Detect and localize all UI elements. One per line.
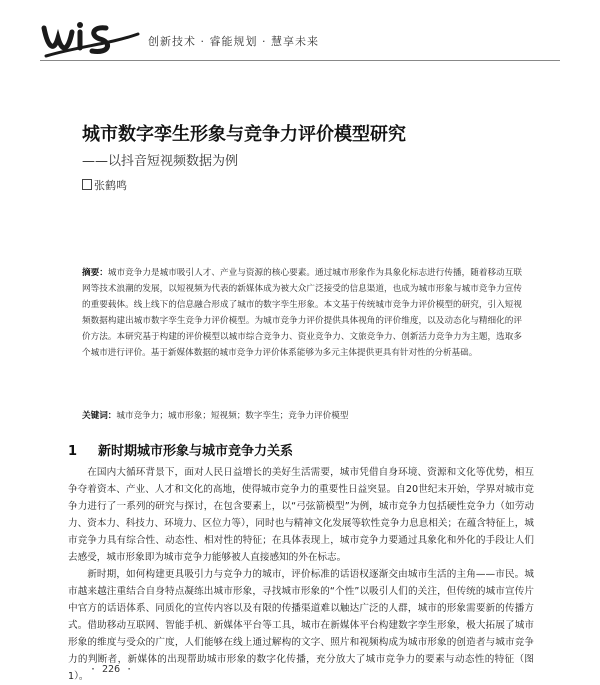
article-subtitle: ——以抖音短视频数据为例 [82, 154, 239, 169]
section-number: 1 [68, 444, 78, 459]
page-number: · 226 · [90, 664, 133, 675]
keywords-text: 城市竞争力；城市形象；短视频；数字孪生；竞争力评价模型 [116, 411, 349, 421]
abstract-text: 城市竞争力是城市吸引人才、产业与资源的核心要素。通过城市形象作为具象化标志进行传播，随着移动互联网等技术浪潮的发展，以短视频为代表的新媒体成为被大众广泛接受的信息渠道，也成为城市形象与城市竞争力宣传的重要载体。线上线下的信息融合形成了城市的数字孪生形象。本文基于传统城市竞争力评价模型的研究，引入短视频数据构建出城市数字孪生竞争力评价模型。为城市竞争力评价提供具体视角的评价维度，以及动态化与精细化的评价方法。本研究基于构建的评价模型以城市综合竞争力、资业竞争力、文旅竞争力、创新活力竞争力为主题，选取多个城市进行评价。基于新媒体数据的城市竞争力评价体系能够为多元主体提供更具有针对性的分析基础。 [82, 268, 522, 358]
section-title: 新时期城市形象与城市竞争力关系 [98, 444, 294, 459]
body-text [68, 464, 534, 685]
journal-slogan: 创新技术 · 睿能规划 · 慧享未来 [148, 35, 319, 48]
article-author [82, 177, 127, 193]
header-divider [40, 60, 560, 61]
body-paragraph-1: 在国内大循环背景下，面对人民日益增长的美好生活需要，城市凭借自身环境、资源和文化等优势，相互争夺着资本、产业、人才和文化的高地，使得城市竞争力的重要性日益突显。自20世纪末开始，学界对城市竞争力进行了一系列的研究与探讨，在包含要素上，以“弓弦箭模型”为例，城市竞争力包括硬性竞争力（如劳动力、资本力、科技力、环境力、区位力等），同时也与精神文化发展等软性竞争力息息相关；在蕴含特征上，城市竞争力具有综合性、动态性、相对性的特征；在具体表现上，城市竞争力要通过具象化和外化的手段让人们去感受，城市形象即为城市竞争力能够被人直接感知的外在标志。 [68, 467, 534, 563]
body-paragraph-2: 新时期，如何构建更具吸引力与竞争力的城市，评价标准的话语权逐渐交由城市生活的主角——市民。城市越来越注重结合自身特点凝练出城市形象，寻找城市形象的“个性”以吸引人们的关注，但传统的城市宣传片中官方的话语体系、同质化的宣传内容以及有限的传播渠道难以触达广泛的人群，城市的形象需要新的传播方式。借助移动互联网、智能手机、新媒体平台等工具，城市在新媒体平台构建数字孪生形象，极大拓展了城市形象的维度与受众的广度，人们能够在线上通过解构的文字、照片和视频构成为城市形象的创造者与城市竞争力的判断者，新媒体的出现帮助城市形象的数字化传播，充分放大了城市竞争力的要素与动态性的特征（图1）。 [68, 569, 534, 682]
journal-logo-icon [40, 18, 140, 60]
section-heading [68, 440, 293, 459]
article-title: 城市数字孪生形象与竞争力评价模型研究 [82, 124, 406, 145]
keywords-line [82, 409, 522, 421]
author-marker-icon [82, 179, 92, 190]
journal-header [40, 18, 560, 60]
author-name: 张鹤鸣 [94, 179, 127, 192]
keywords-label: 关键词： [82, 411, 117, 421]
abstract-label: 摘要： [82, 268, 108, 278]
abstract-block [82, 265, 522, 361]
